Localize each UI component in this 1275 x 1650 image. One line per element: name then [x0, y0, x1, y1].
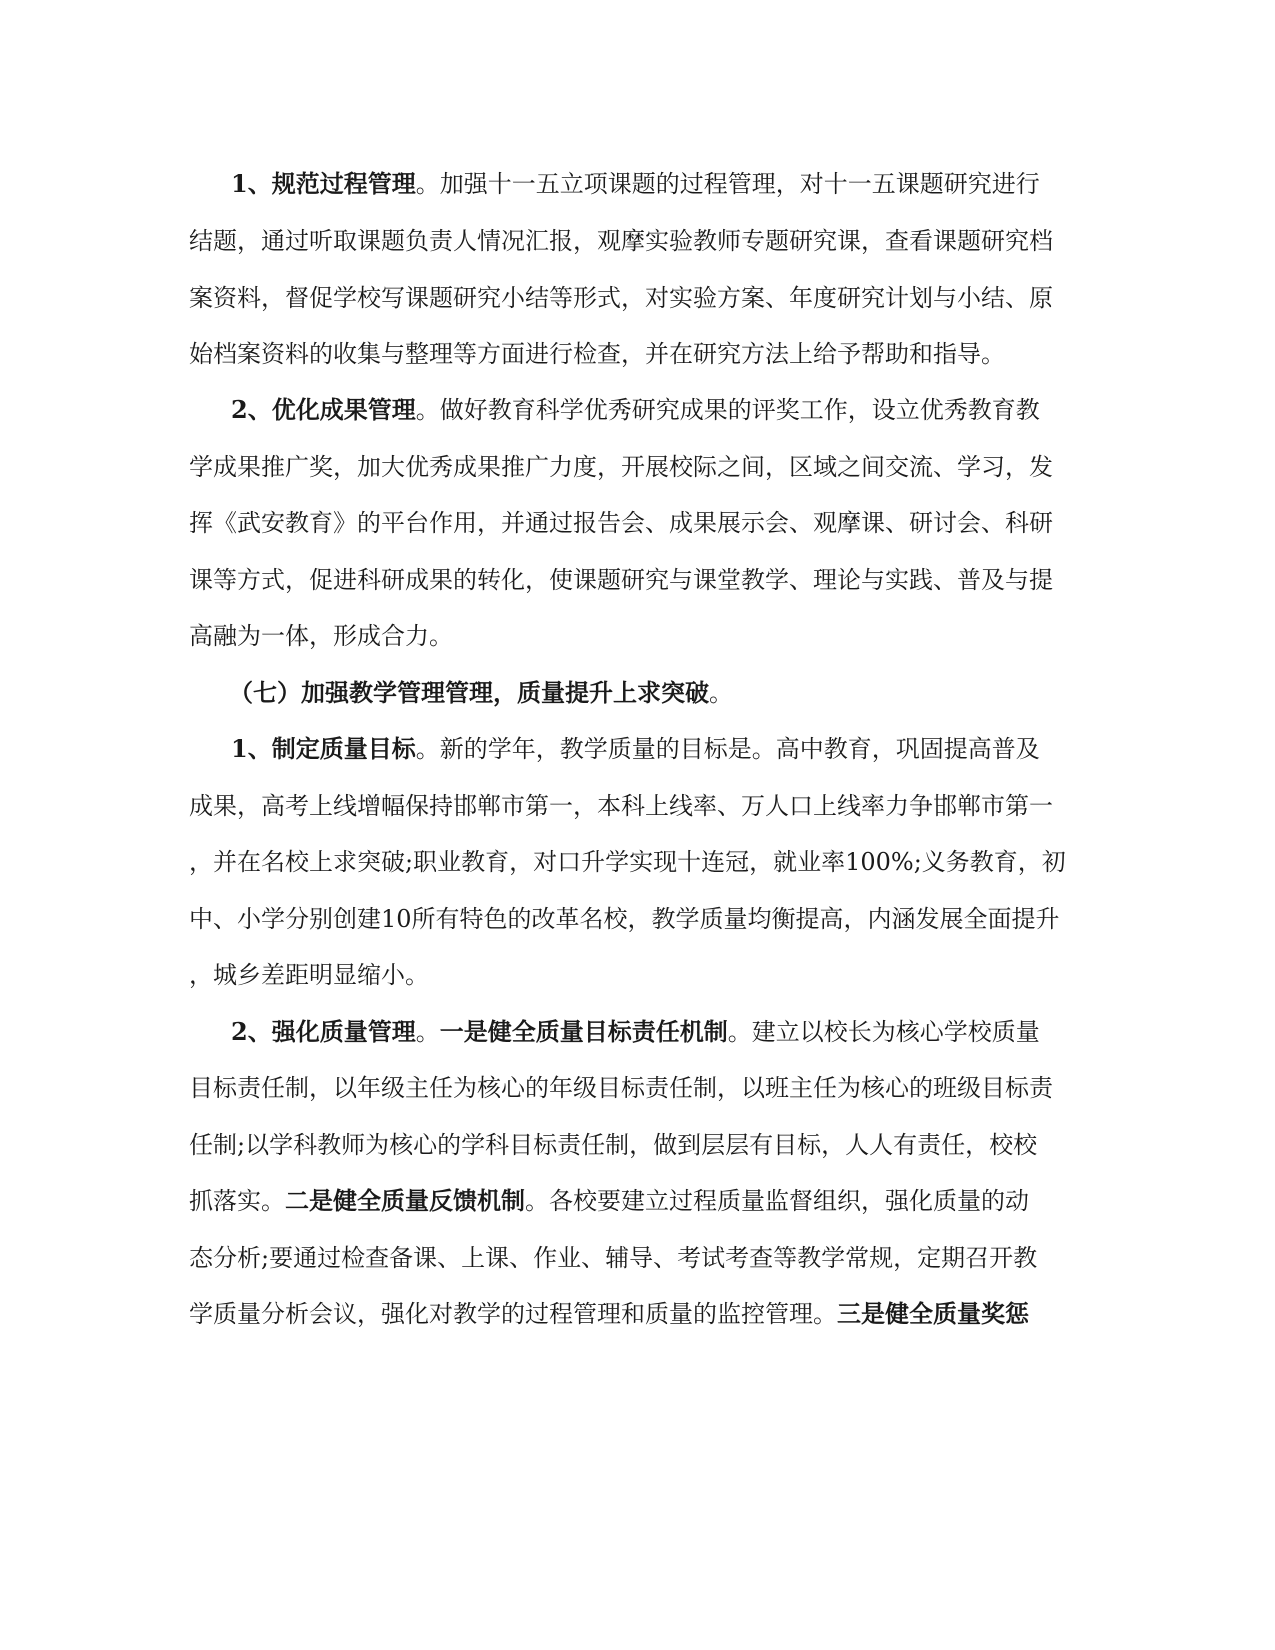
body-text: 。加强十一五立项课题的过程管理，对十一五课题研究进行 — [415, 170, 1040, 198]
text-line — [0, 550, 1275, 610]
body-text: 中、小学分别创建10所有特色的改革名校，教学质量均衡提高，内涵发展全面提升 — [189, 905, 1060, 933]
body-text: 始档案资料的收集与整理等方面进行检查，并在研究方法上给予帮助和指导。 — [189, 340, 1005, 368]
text-line — [0, 606, 1275, 666]
text-line — [0, 493, 1275, 553]
text-line — [0, 945, 1275, 1005]
body-text: 案资料，督促学校写课题研究小结等形式，对实验方案、年度研究计划与小结、原 — [189, 284, 1053, 312]
bold-heading-text: 1、制定质量目标 — [231, 734, 416, 763]
text-line — [0, 268, 1275, 328]
text-line — [0, 719, 1275, 779]
bold-heading-text: 1、规范过程管理 — [231, 169, 416, 198]
body-text: 。建立以校长为核心学校质量 — [727, 1018, 1040, 1046]
body-text: 抓落实。 — [189, 1187, 285, 1215]
body-text: ，并在名校上求突破;职业教育，对口升学实现十连冠，就业率100%;义务教育，初 — [189, 848, 1066, 876]
body-text: 目标责任制，以年级主任为核心的年级目标责任制，以班主任为核心的班级目标责 — [189, 1074, 1053, 1102]
body-text: 任制;以学科教师为核心的学科目标责任制，做到层层有目标，人人有责任，校校 — [189, 1131, 1038, 1159]
body-text: 态分析;要通过检查备课、上课、作业、辅导、考试考查等教学常规，定期召开教 — [189, 1244, 1038, 1272]
text-line — [0, 1284, 1275, 1344]
body-text: 。新的学年，教学质量的目标是。高中教育，巩固提高普及 — [415, 735, 1040, 763]
body-text: 学质量分析会议，强化对教学的过程管理和质量的监控管理。 — [189, 1300, 837, 1328]
text-line — [0, 211, 1275, 271]
body-text: 高融为一体，形成合力。 — [189, 622, 453, 650]
body-text: 。做好教育科学优秀研究成果的评奖工作，设立优秀教育教 — [415, 396, 1040, 424]
text-line — [0, 324, 1275, 384]
body-text: 结题，通过听取课题负责人情况汇报，观摩实验教师专题研究课，查看课题研究档 — [189, 227, 1053, 255]
text-line — [0, 832, 1275, 892]
text-line — [0, 663, 1275, 723]
bold-heading-text: 一是健全质量目标责任机制 — [439, 1017, 728, 1046]
bold-heading-text: （七）加强教学管理管理，质量提升上求突破 — [229, 678, 709, 707]
text-line — [0, 380, 1275, 440]
text-line — [0, 776, 1275, 836]
body-text: 课等方式，促进科研成果的转化，使课题研究与课堂教学、理论与实践、普及与提 — [189, 566, 1053, 594]
text-line — [0, 437, 1275, 497]
text-line — [0, 1228, 1275, 1288]
text-line — [0, 154, 1275, 214]
bold-heading-text: 三是健全质量奖惩 — [837, 1299, 1029, 1328]
body-text: 。各校要建立过程质量监督组织，强化质量的动 — [525, 1187, 1029, 1215]
body-text: 挥《武安教育》的平台作用，并通过报告会、成果展示会、观摩课、研讨会、科研 — [189, 509, 1053, 537]
bold-heading-text: 2、优化成果管理 — [231, 395, 416, 424]
body-text: ，城乡差距明显缩小。 — [189, 961, 429, 989]
body-text: 。 — [709, 679, 733, 707]
text-line — [0, 1115, 1275, 1175]
bold-heading-text: 二是健全质量反馈机制 — [285, 1186, 525, 1215]
body-text: 学成果推广奖，加大优秀成果推广力度，开展校际之间，区域之间交流、学习，发 — [189, 453, 1053, 481]
body-text: 。 — [415, 1018, 440, 1046]
text-line — [0, 1171, 1275, 1231]
bold-heading-text: 2、强化质量管理 — [231, 1017, 416, 1046]
text-line — [0, 1058, 1275, 1118]
text-line — [0, 889, 1275, 949]
text-line — [0, 1002, 1275, 1062]
body-text: 成果，高考上线增幅保持邯郸市第一，本科上线率、万人口上线率力争邯郸市第一 — [189, 792, 1053, 820]
